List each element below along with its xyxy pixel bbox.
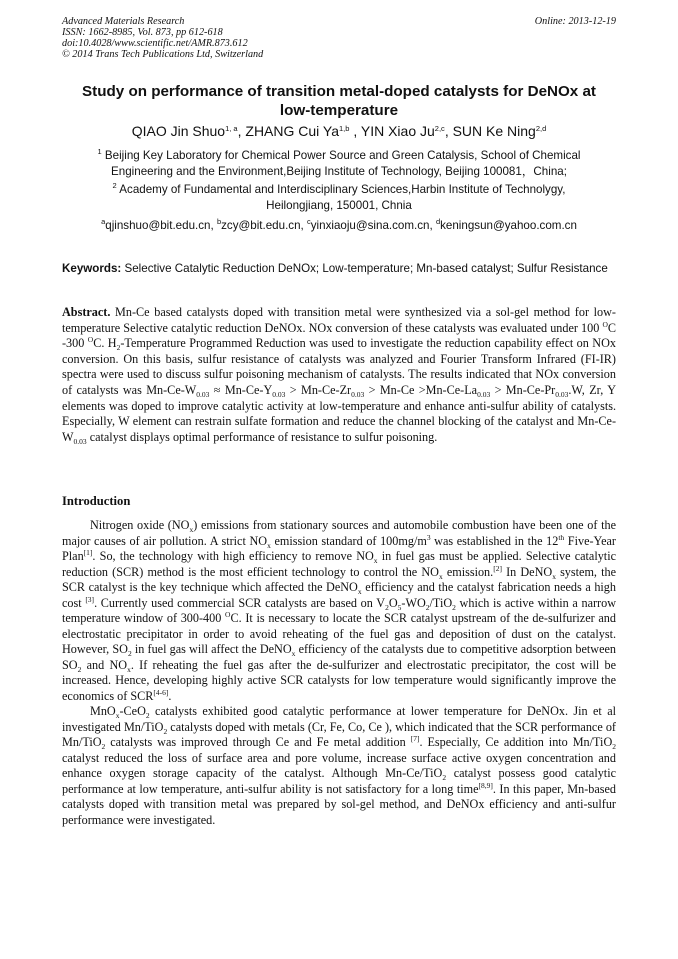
degree-mark: O	[602, 319, 608, 329]
subscript: 2	[77, 664, 82, 674]
subscript: x	[115, 711, 120, 720]
title-line-1: Study on performance of transition metal-doped catalysts for DeNOx at	[82, 83, 596, 100]
abstract-text: > Mn-Ce >Mn-Ce-La	[364, 382, 478, 397]
citation[interactable]: [3]	[85, 594, 95, 604]
body-text: C. It is necessary to locate the SCR catalyst upstream of the de-sulfurizer and electrostatic precipitator in order to avoid reheating of the fuel gas and deposition of dust on the catalyst. However, SO	[62, 611, 616, 656]
author-list	[62, 122, 616, 140]
degree-mark: O	[87, 335, 94, 345]
subscript: 0.03	[272, 389, 286, 399]
email-mark: d	[435, 217, 441, 226]
subscript: 2	[442, 773, 447, 782]
subscript: 2	[425, 602, 430, 612]
body-text: was established in the 12	[430, 533, 559, 548]
body-text: Five-Year Plan	[62, 533, 616, 563]
email-link[interactable]: yinxiaoju@sina.com.cn,	[310, 219, 436, 232]
abstract-section	[62, 305, 616, 445]
subscript: x	[291, 649, 296, 658]
body-text: O	[388, 595, 398, 610]
body-text: Nitrogen oxide (NO	[90, 518, 190, 532]
abstract-text: C -300	[62, 320, 616, 351]
abstract-text: Mn-Ce based catalysts doped with transition metal were synthesized via a sol-gel method for low-temperature Selective catalytic reduction DeNOx. NOx conversion of these catalysts was evaluated under 100	[62, 305, 616, 335]
introduction-body	[62, 518, 616, 828]
body-text: efficiency of the catalysts due to competitive adsorption between SO	[62, 642, 616, 672]
intro-paragraph-2	[62, 704, 616, 828]
keywords-section	[62, 262, 616, 276]
body-text: catalysts doped with metals (Cr, Fe, Co, Ce ), which indicated that the SCR performance of Mn/TiO	[62, 719, 616, 749]
citation[interactable]: [8,9]	[478, 780, 493, 790]
citation[interactable]: [2]	[493, 563, 502, 573]
issn-line: ISSN: 1662-8985, Vol. 873, pp 612-618	[62, 27, 223, 38]
body-text: emission.	[442, 564, 494, 579]
affiliation-text: Heilongjiang, 150001, Chnia	[266, 199, 412, 212]
email-mark: a	[101, 217, 106, 226]
copyright-line: © 2014 Trans Tech Publications Ltd, Switzerland	[62, 49, 264, 60]
body-text: in fuel gas must be applied. Selective catalytic reduction (SCR) method is the most efficient technology to control the NO	[62, 549, 616, 579]
subscript: x	[189, 525, 194, 534]
body-text: . If reheating the fuel gas after the de-sulfurizer and electrostatic precipitator, the cost will be increased. Hence, developing highly active SCR catalysts for low temperature would significantly improve the economics of SCR	[62, 657, 616, 703]
body-text: MnO	[90, 704, 116, 718]
body-text: emission standard of 100mg/m	[270, 533, 427, 548]
body-text: catalysts exhibited good catalytic performance at lower temperature for DeNOx. Jin et al investigated Mn/TiO	[62, 704, 616, 734]
body-text: catalysts was improved through Ce and Fe metal addition	[105, 735, 411, 749]
subscript: x	[373, 556, 378, 565]
body-text: In DeNO	[501, 564, 553, 579]
subscript: x	[357, 587, 362, 596]
subscript: 2	[101, 742, 106, 751]
abstract-text: > Mn-Ce-Zr	[285, 382, 352, 397]
email-link[interactable]: zcy@bit.edu.cn,	[221, 219, 307, 232]
affiliation-text: Beijing Key Laboratory for Chemical Power Source and Green Catalysis, School of Chemical	[101, 149, 581, 162]
keywords-text: Selective Catalytic Reduction DeNOx; Low-temperature; Mn-based catalyst; Sulfur Resistance	[121, 262, 608, 275]
email-link[interactable]: keningsun@yahoo.com.cn	[440, 219, 577, 232]
doi-line[interactable]: doi:10.4028/www.scientific.net/AMR.873.612	[62, 38, 248, 49]
body-text: . Currently used commercial SCR catalysts are based on V	[94, 595, 386, 610]
body-text: . So, the technology with high efficiency to remove NO	[92, 549, 374, 563]
author-affiliation-mark: 1,b	[339, 124, 350, 133]
email-link[interactable]: qjinshuo@bit.edu.cn,	[105, 219, 217, 232]
subscript: 5	[397, 602, 402, 612]
subscript: 2	[163, 726, 168, 736]
subscript: 2	[452, 602, 456, 612]
subscript: x	[438, 571, 443, 581]
affiliation-1	[62, 148, 616, 180]
body-text: /TiO	[429, 595, 453, 610]
body-text: catalyst possess good catalytic performance at low temperature, anti-sulfur ability is not satisfactory for a long time	[62, 766, 616, 796]
body-text: -CeO	[119, 704, 146, 718]
subscript: 0.03	[555, 389, 569, 399]
author-affiliation-mark: 1, a	[225, 124, 238, 133]
author-affiliation-mark: 2,d	[535, 124, 547, 133]
subscript: 0.03	[196, 389, 210, 399]
author-emails	[62, 218, 616, 234]
body-text: efficiency and the catalyst fabrication needs a high cost	[62, 580, 616, 610]
subscript: 0.03	[351, 389, 365, 399]
online-date: Online: 2013-12-19	[534, 16, 616, 27]
introduction-heading: Introduction	[62, 494, 131, 508]
subscript: x	[127, 664, 131, 674]
subscript: 2	[385, 602, 389, 612]
affiliation-number: 1	[97, 147, 102, 156]
abstract-text: catalyst displays optimal performance of resistance to sulfur poisoning.	[86, 429, 438, 444]
journal-header	[62, 16, 616, 60]
journal-name: Advanced Materials Research	[62, 16, 185, 27]
abstract-text: -Temperature Programmed Reduction was used to investigate the reduction capability effect on NOx conversion. On this basis, sulfur resistance of catalysts was analyzed and Fourier Transform Infrared (FI-IR) spectra were used to discuss sulfur poisoning mechanism of catalysts. The results indicated that NOx conversion of catalysts was Mn-Ce-W	[62, 336, 616, 397]
subscript: 0.03	[73, 436, 87, 446]
keywords-label: Keywords:	[62, 262, 122, 275]
author-name: QIAO Jin Shuo	[131, 123, 226, 139]
subscript: 2	[612, 742, 616, 751]
subscript: 2	[116, 343, 121, 353]
affiliation-2	[62, 182, 616, 214]
author-name: , SUN Ke Ning	[444, 123, 536, 139]
citation[interactable]: [7]	[410, 734, 420, 743]
body-text: system, the SCR catalyst is the key technique which affected the DeNO	[62, 564, 616, 594]
citation[interactable]: [4-6]	[153, 687, 169, 697]
body-text: . Especially, Ce addition into Mn/TiO	[419, 735, 613, 749]
abstract-text: .W, Zr, Y elements was doped to improve catalytic activity at low-temperature and enhance anti-sulfur ability of catalysts. Especially, W element can restrain sulfate formation and reduce the channel blocking of the catalyst and Mn-Ce-W	[62, 382, 616, 444]
body-text: -WO	[401, 595, 426, 610]
affiliation-text: Academy of Fundamental and Interdisciplinary Sciences,Harbin Institute of Technolygy,	[116, 183, 566, 196]
subscript: x	[267, 540, 271, 550]
subscript: x	[552, 571, 556, 581]
affiliation-number: 2	[112, 181, 117, 190]
body-text: which is active within a narrow temperature window of 300-400	[62, 595, 616, 625]
subscript: 2	[127, 649, 132, 658]
body-text: . In this paper, Mn-based catalysts doped with transition metal was prepared by sol-gel method, and DeNOx efficiency and anti-sulfur performance were investigated.	[62, 781, 616, 827]
email-mark: c	[307, 217, 311, 226]
subscript: 0.03	[477, 389, 491, 399]
body-text: in fuel gas will affect the DeNO	[131, 642, 292, 656]
subscript: 2	[145, 711, 150, 720]
superscript: th	[558, 532, 565, 542]
paper-title	[62, 82, 616, 120]
degree-mark: O	[225, 610, 231, 619]
author-name: , ZHANG Cui Ya	[237, 123, 340, 139]
affiliation-text: Engineering and the Environment,Beijing Institute of Technology, Beijing 100081，China;	[111, 165, 567, 178]
body-text: .	[168, 688, 172, 703]
author-affiliation-mark: 2,c	[434, 124, 445, 133]
body-text: catalyst reduced the loss of surface area and pore volume, increase surface active oxygen concentration and enhance oxygen storage capacity of the catalyst. Although Mn-Ce/TiO	[62, 750, 616, 780]
body-text: ) emissions from stationary sources and automobile combustion have been one of the major causes of air pollution. A strict NO	[62, 518, 617, 548]
email-mark: b	[216, 217, 222, 226]
author-name: , YIN Xiao Ju	[349, 123, 435, 139]
abstract-text: > Mn-Ce-Pr	[490, 382, 556, 397]
body-text: and NO	[81, 657, 128, 672]
intro-paragraph-1	[62, 518, 616, 704]
abstract-label: Abstract.	[62, 305, 111, 319]
abstract-text: ≈ Mn-Ce-Y	[209, 382, 273, 397]
title-line-2: low-temperature	[279, 102, 399, 119]
superscript: 3	[426, 532, 431, 542]
abstract-text: C. H	[93, 336, 117, 351]
citation[interactable]: [1]	[83, 548, 93, 557]
